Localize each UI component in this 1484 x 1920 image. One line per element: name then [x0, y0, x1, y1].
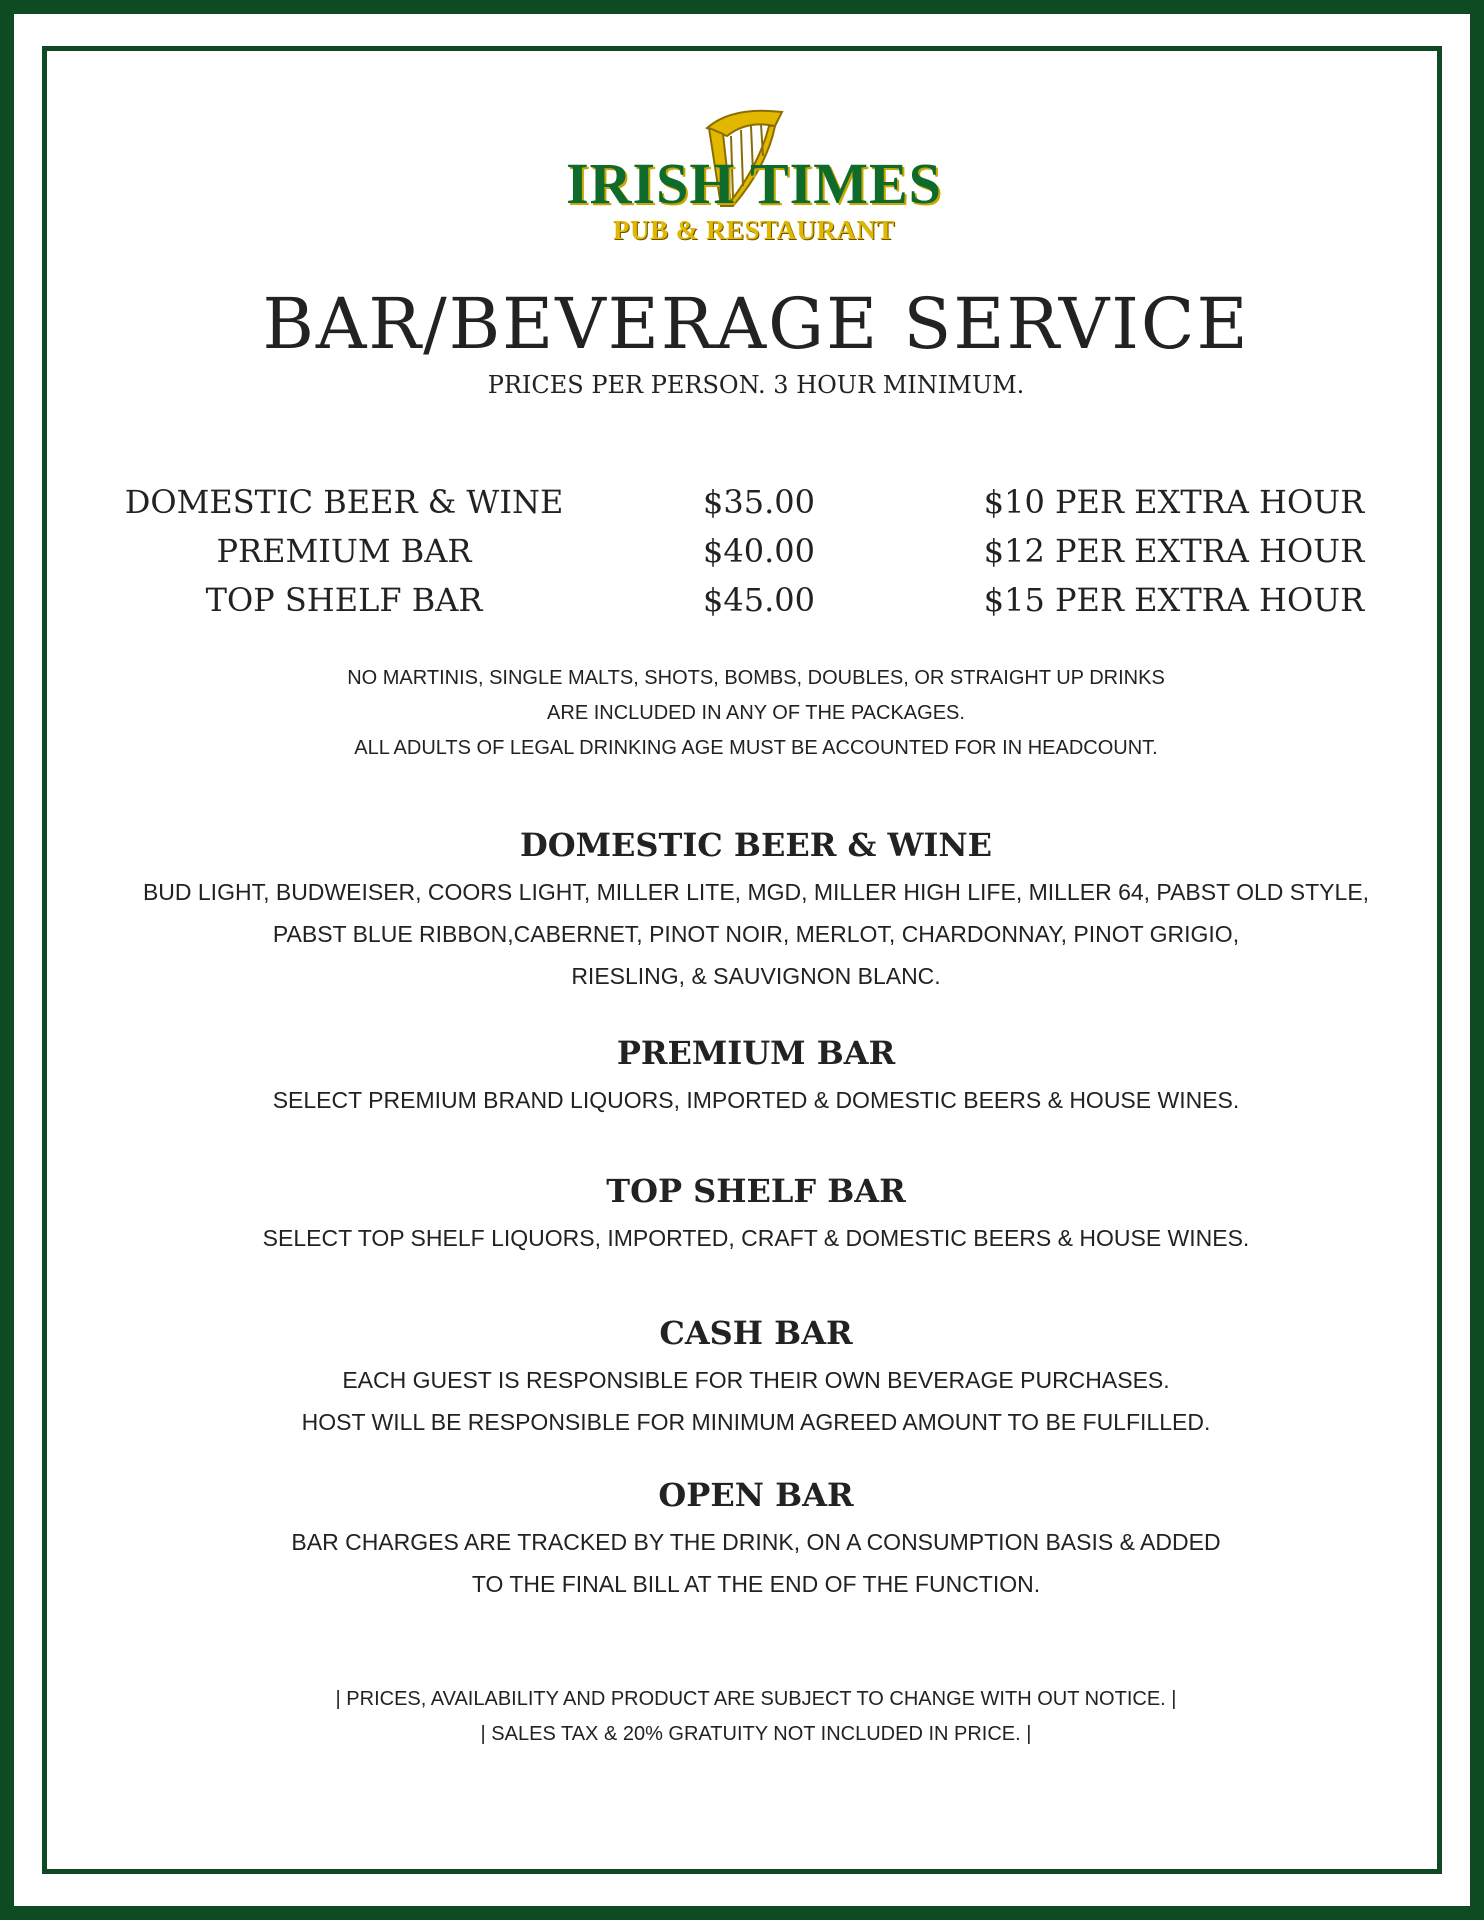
package-price: $40.00 [703, 532, 815, 570]
package-name: TOP SHELF BAR [205, 581, 483, 619]
section-title-cash-bar: CASH BAR [659, 1314, 853, 1352]
logo-sub-text: PUB & RESTAURANT [612, 215, 896, 245]
section-text-line: PABST BLUE RIBBON,CABERNET, PINOT NOIR, MERLOT, CHARDONNAY, PINOT GRIGIO, [272, 921, 1240, 947]
package-price: $35.00 [703, 483, 815, 521]
irish-times-logo [519, 106, 989, 254]
package-price: $45.00 [703, 581, 815, 619]
logo-main-text: IRISH TIMES [566, 151, 942, 216]
section-title-domestic: DOMESTIC BEER & WINE [519, 826, 993, 864]
footer-line: | SALES TAX & 20% GRATUITY NOT INCLUDED IN PRICE. | [480, 1723, 1032, 1745]
package-note-line: NO MARTINIS, SINGLE MALTS, SHOTS, BOMBS, DOUBLES, OR STRAIGHT UP DRINKS [347, 667, 1165, 689]
package-extra-hour: $12 PER EXTRA HOUR [983, 532, 1365, 570]
section-title-top-shelf: TOP SHELF BAR [606, 1172, 906, 1210]
section-title-open-bar: OPEN BAR [658, 1476, 854, 1514]
section-text-line: HOST WILL BE RESPONSIBLE FOR MINIMUM AGREED AMOUNT TO BE FULFILLED. [301, 1409, 1211, 1435]
page-subtitle: PRICES PER PERSON. 3 HOUR MINIMUM. [487, 371, 1025, 399]
section-title-premium: PREMIUM BAR [616, 1034, 896, 1072]
section-text-line: SELECT TOP SHELF LIQUORS, IMPORTED, CRAFT & DOMESTIC BEERS & HOUSE WINES. [262, 1225, 1250, 1251]
section-text-line: BAR CHARGES ARE TRACKED BY THE DRINK, ON A CONSUMPTION BASIS & ADDED [291, 1529, 1221, 1555]
package-name: DOMESTIC BEER & WINE [124, 483, 564, 521]
section-text-line: RIESLING, & SAUVIGNON BLANC. [571, 963, 941, 989]
package-note-line: ARE INCLUDED IN ANY OF THE PACKAGES. [547, 702, 965, 724]
section-text-line: TO THE FINAL BILL AT THE END OF THE FUNCTION. [471, 1571, 1041, 1597]
page-title: BAR/BEVERAGE SERVICE [262, 283, 1250, 365]
section-text-line: BUD LIGHT, BUDWEISER, COORS LIGHT, MILLER LITE, MGD, MILLER HIGH LIFE, MILLER 64, PABST OLD STYLE, [142, 879, 1370, 905]
package-extra-hour: $15 PER EXTRA HOUR [983, 581, 1365, 619]
package-row [14, 578, 1484, 622]
package-row [14, 480, 1484, 524]
section-text-line: EACH GUEST IS RESPONSIBLE FOR THEIR OWN BEVERAGE PURCHASES. [342, 1367, 1170, 1393]
section-text-line: SELECT PREMIUM BRAND LIQUORS, IMPORTED & DOMESTIC BEERS & HOUSE WINES. [272, 1087, 1240, 1113]
package-row [14, 529, 1484, 573]
package-note-line: ALL ADULTS OF LEGAL DRINKING AGE MUST BE ACCOUNTED FOR IN HEADCOUNT. [354, 737, 1158, 759]
package-extra-hour: $10 PER EXTRA HOUR [983, 483, 1365, 521]
package-name: PREMIUM BAR [216, 532, 472, 570]
footer-line: | PRICES, AVAILABILITY AND PRODUCT ARE SUBJECT TO CHANGE WITH OUT NOTICE. | [335, 1688, 1177, 1710]
